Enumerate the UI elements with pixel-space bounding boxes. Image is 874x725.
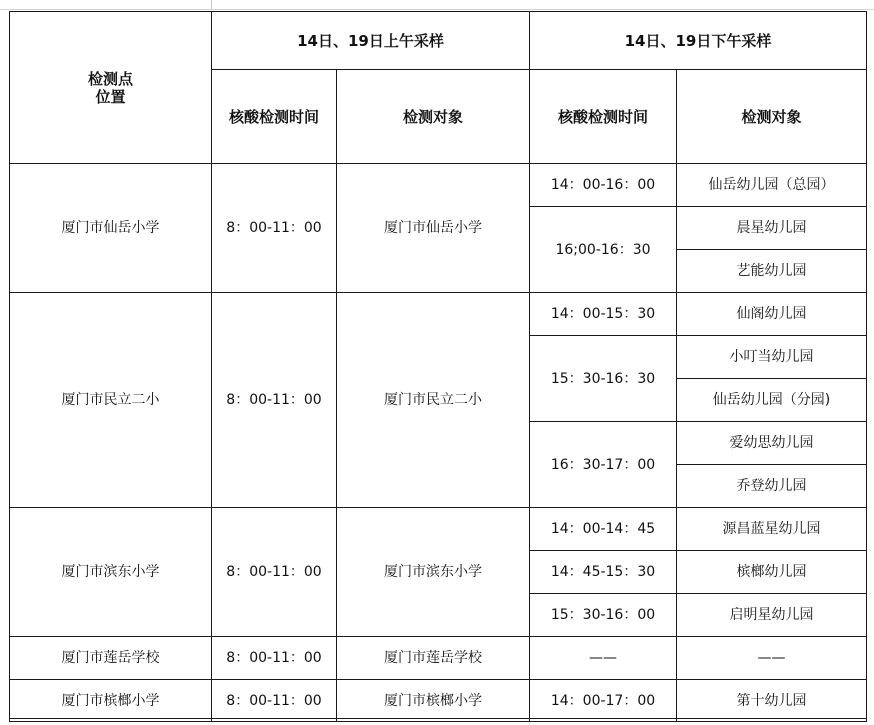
site-location: 厦门市滨东小学 [10,508,212,637]
pm-time: 14：00-14：45 [530,508,677,551]
pm-time: 14：00-16：00 [530,164,677,207]
pm-target: 槟榔幼儿园 [677,551,867,594]
column-guide [211,0,212,9]
am-time: 8：00-11：00 [212,293,337,508]
pm-time: 14：00-15：30 [530,293,677,336]
header-am-time: 核酸检测时间 [212,70,337,164]
am-time: 8：00-11：00 [212,680,337,722]
pm-target: —— [677,637,867,680]
pm-time: 14：00-17：00 [530,680,677,722]
pm-time: 16;00-16：30 [530,207,677,293]
am-target: 厦门市莲岳学校 [337,637,530,680]
table-row [10,293,867,336]
pm-time: 14：45-15：30 [530,551,677,594]
am-target: 厦门市滨东小学 [337,508,530,637]
pm-time: 15：30-16：30 [530,336,677,422]
pm-time: 16：30-17：00 [530,422,677,508]
header-am-target: 检测对象 [337,70,530,164]
pm-time: —— [530,637,677,680]
table-row [10,637,867,680]
header-pm-time: 核酸检测时间 [530,70,677,164]
header-pm-target: 检测对象 [677,70,867,164]
header-pm-group: 14日、19日下午采样 [530,12,867,70]
am-target: 厦门市仙岳小学 [337,164,530,293]
pm-target: 小叮当幼儿园 [677,336,867,379]
sampling-schedule-table [9,11,867,722]
pm-target: 仙岳幼儿园（分园) [677,379,867,422]
table-row [10,508,867,551]
pm-target: 启明星幼儿园 [677,594,867,637]
header-location: 检测点 位置 [10,12,212,164]
am-time: 8：00-11：00 [212,637,337,680]
header-am-group: 14日、19日上午采样 [212,12,530,70]
pm-target: 仙阁幼儿园 [677,293,867,336]
site-location: 厦门市莲岳学校 [10,637,212,680]
table-row [10,164,867,207]
pm-target: 乔登幼儿园 [677,465,867,508]
pm-target: 仙岳幼儿园（总园） [677,164,867,207]
sheet-top-edge [0,0,874,10]
pm-target: 晨星幼儿园 [677,207,867,250]
table-row [10,680,867,722]
site-location: 厦门市仙岳小学 [10,164,212,293]
am-time: 8：00-11：00 [212,164,337,293]
pm-target: 第十幼儿园 [677,680,867,722]
pm-target: 爱幼思幼儿园 [677,422,867,465]
pm-target: 源昌蓝星幼儿园 [677,508,867,551]
pm-time: 15：30-16：00 [530,594,677,637]
am-target: 厦门市槟榔小学 [337,680,530,722]
pm-target: 艺能幼儿园 [677,250,867,293]
am-time: 8：00-11：00 [212,508,337,637]
site-location: 厦门市槟榔小学 [10,680,212,722]
am-target: 厦门市民立二小 [337,293,530,508]
site-location: 厦门市民立二小 [10,293,212,508]
